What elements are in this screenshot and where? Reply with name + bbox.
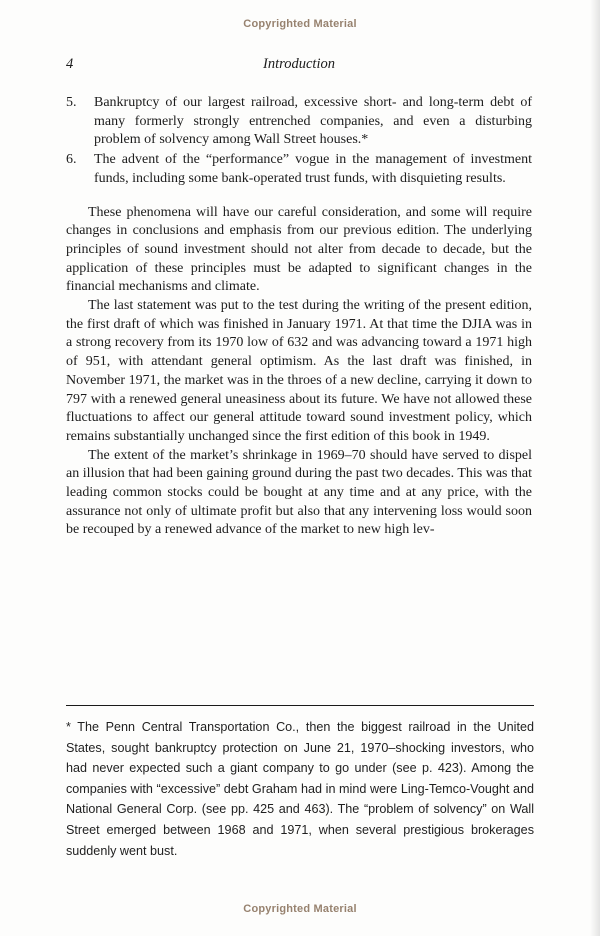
footnote-section [66, 705, 534, 861]
copyright-notice-bottom: Copyrighted Material [243, 903, 357, 915]
list-item [66, 151, 532, 188]
paragraph-block [66, 204, 532, 541]
running-head: Introduction [263, 56, 335, 72]
list-item-text: The advent of the “performance” vogue in the management of investment funds, including some bank-operated trust funds, with disquieting results. [94, 152, 532, 186]
body-paragraph: The extent of the market’s shrinkage in 1969–70 should have served to dispel an illusion that had been gaining ground during the past two decades. This was that leading common stocks could be bought at any time and at any price, with the assurance not only of ultimate profit but also that any intervening loss would soon be recouped by a renewed advance of the market to new high lev- [66, 447, 532, 538]
page-body [66, 94, 532, 540]
numbered-list [66, 94, 532, 189]
page-edge-shadow [590, 0, 600, 936]
list-item [66, 94, 532, 150]
footnote-text: * The Penn Central Transportation Co., then the biggest railroad in the United States, sought bankruptcy protection on June 21, 1970–shocking investors, who had never expected such a giant company to go under (see p. 423). Among the companies with “excessive” debt Graham had in mind were Ling-Temco-Vought and National General Corp. (see pp. 425 and 463). The “problem of solvency” on Wall Street emerged between 1968 and 1971, when several prestigious brokerages suddenly went bust. [66, 720, 534, 858]
footnote-divider [66, 705, 534, 706]
list-item-number: 6. [66, 152, 77, 168]
page-header [66, 56, 532, 73]
list-item-text: Bankruptcy of our largest railroad, excessive short- and long-term debt of many formerly strongly entrenched companies, and even a disturbing problem of solvency among Wall Street houses.* [94, 95, 532, 148]
copyright-notice-top: Copyrighted Material [243, 18, 357, 30]
body-paragraph: These phenomena will have our careful consideration, and some will require changes in conclusions and emphasis from our previous edition. The underlying principles of sound investment should not alter from decade to decade, but the application of these principles must be adapted to significant changes in the financial mechanisms and climate. [66, 204, 532, 295]
list-item-number: 5. [66, 95, 77, 110]
page-number: 4 [66, 56, 74, 72]
body-paragraph: The last statement was put to the test during the writing of the present edition, the first draft of which was finished in January 1971. At that time the DJIA was in a strong recovery from its 1970 low of 632 and was advancing toward a 1971 high of 951, with attendant general optimism. As the last draft was finished, in November 1971, the market was in the throes of a new decline, carrying it down to 797 with a renewed general uneasiness about its future. We have not allowed these fluctuations to affect our general attitude toward sound investment policy, which remains substantially unchanged since the first edition of this book in 1949. [66, 298, 532, 444]
